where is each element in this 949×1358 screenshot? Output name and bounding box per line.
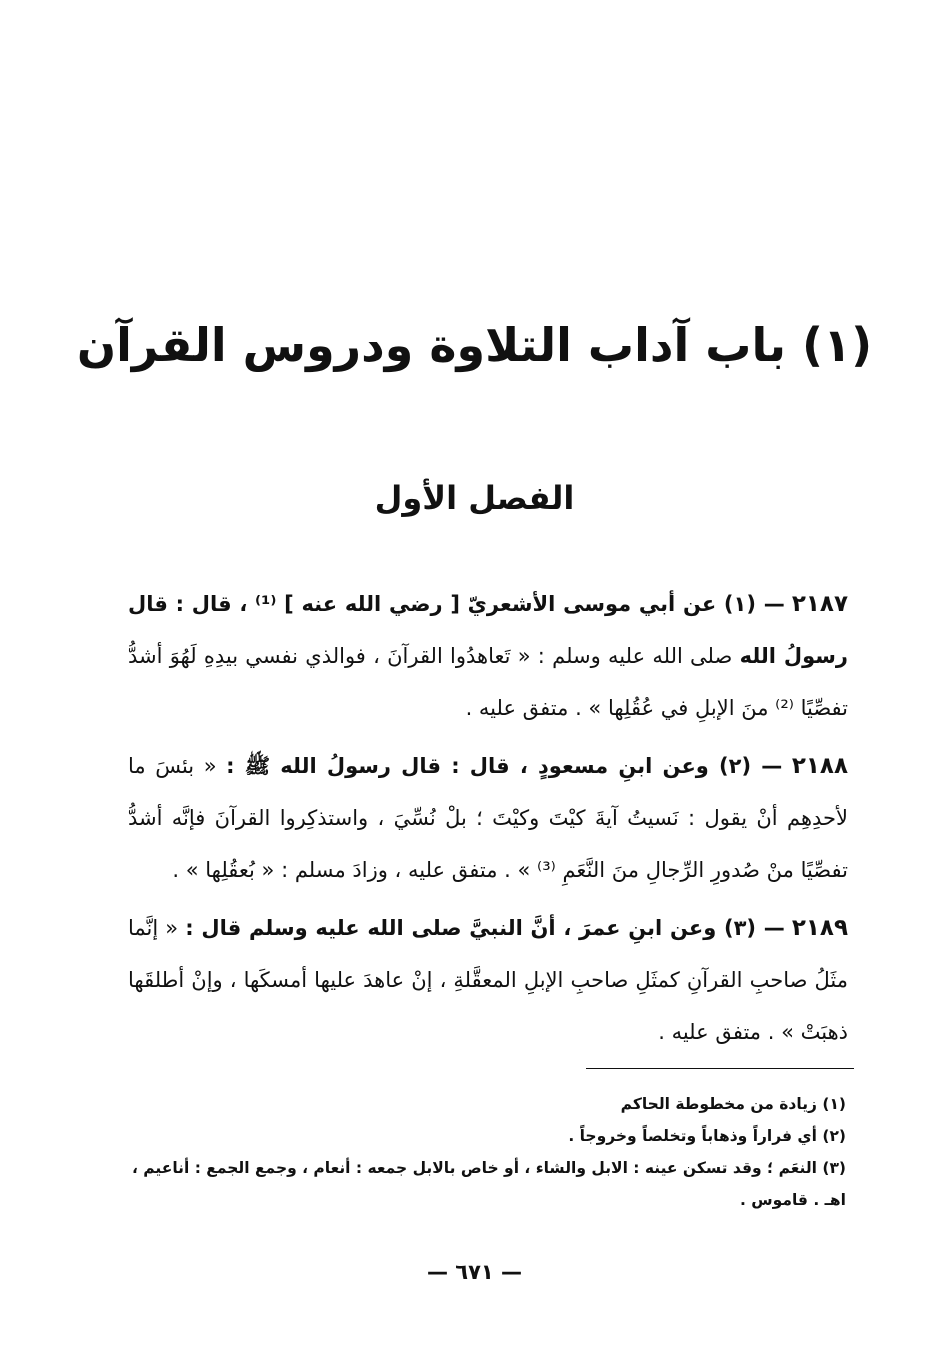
footnote-1: (١) زيادة من مخطوطة الحاكم	[620, 1095, 846, 1113]
section-title: الفصل الأول	[374, 479, 575, 517]
hadith-number: ٢١٨٧	[791, 591, 848, 617]
hadith-lead: — (٣) وعن ابنِ عمرَ ، أنَّ النبيَّ صلى الله عليه وسلم قال :	[185, 916, 785, 940]
page-number: — ٦٧١ —	[426, 1260, 523, 1284]
footnote-2: (٢) أي فراراً وذهاباً وتخلصاً وخروجاً .	[568, 1127, 846, 1145]
footnotes	[128, 1088, 846, 1216]
hadith-lead: — (٢) وعن ابنِ مسعودٍ ، قال : قال رسولُ الله ﷺ :	[226, 754, 783, 778]
hadith-lead: — (١) عن أبي موسى الأشعريّ [ رضي الله عنه ] ⁽¹⁾ ، قال : قال رسولُ الله	[128, 592, 848, 668]
hadith-number: ٢١٨٨	[791, 753, 848, 779]
hadith-text: صلى الله عليه وسلم : « تَعاهدُوا القرآنَ ، فوالذي نفسي بيدِهِ لَهُوَ أشدُّ تفصِّيًا ⁽²⁾ منَ الإبلِ في عُقُلِها » . متفق عليه .	[128, 644, 848, 720]
footnote-3: (٣) النعَم ؛ وقد تسكن عينه : الابل والشاء ، أو خاص بالابل جمعه : أنعام ، وجمع الجمع : أناعيم ، اهـ . قاموس .	[131, 1159, 846, 1209]
footnote-divider	[586, 1068, 854, 1069]
hadith-text: « إنَّما مثَلُ صاحبِ القرآنِ كمثَلِ صاحبِ الإبلِ المعقَّلةِ ، إنْ عاهدَ عليها أمسكَها ، وإنْ أطلقَها ذهبَتْ » . متفق عليه .	[128, 916, 848, 1044]
hadith-2189	[128, 902, 848, 1058]
chapter-title: (١) باب آداب التلاوة ودروس القرآن	[76, 318, 873, 372]
hadith-text: « بئسَ ما لأحدِهِم أنْ يقول : نَسيتُ آيةَ كيْتَ وكيْتَ ؛ بلْ نُسِّيَ ، واستذكِروا القرآنَ فإنَّه أشدُّ تفصِّيًا منْ صُدورِ الرِّجالِ منَ النَّعَمِ ⁽³⁾ » . متفق عليه ، وزادَ مسلم : « بُعقُلِها » .	[128, 754, 848, 882]
hadith-2188	[128, 740, 848, 896]
hadith-list	[128, 578, 848, 1064]
hadith-2187	[128, 578, 848, 734]
hadith-number: ٢١٨٩	[791, 915, 848, 941]
